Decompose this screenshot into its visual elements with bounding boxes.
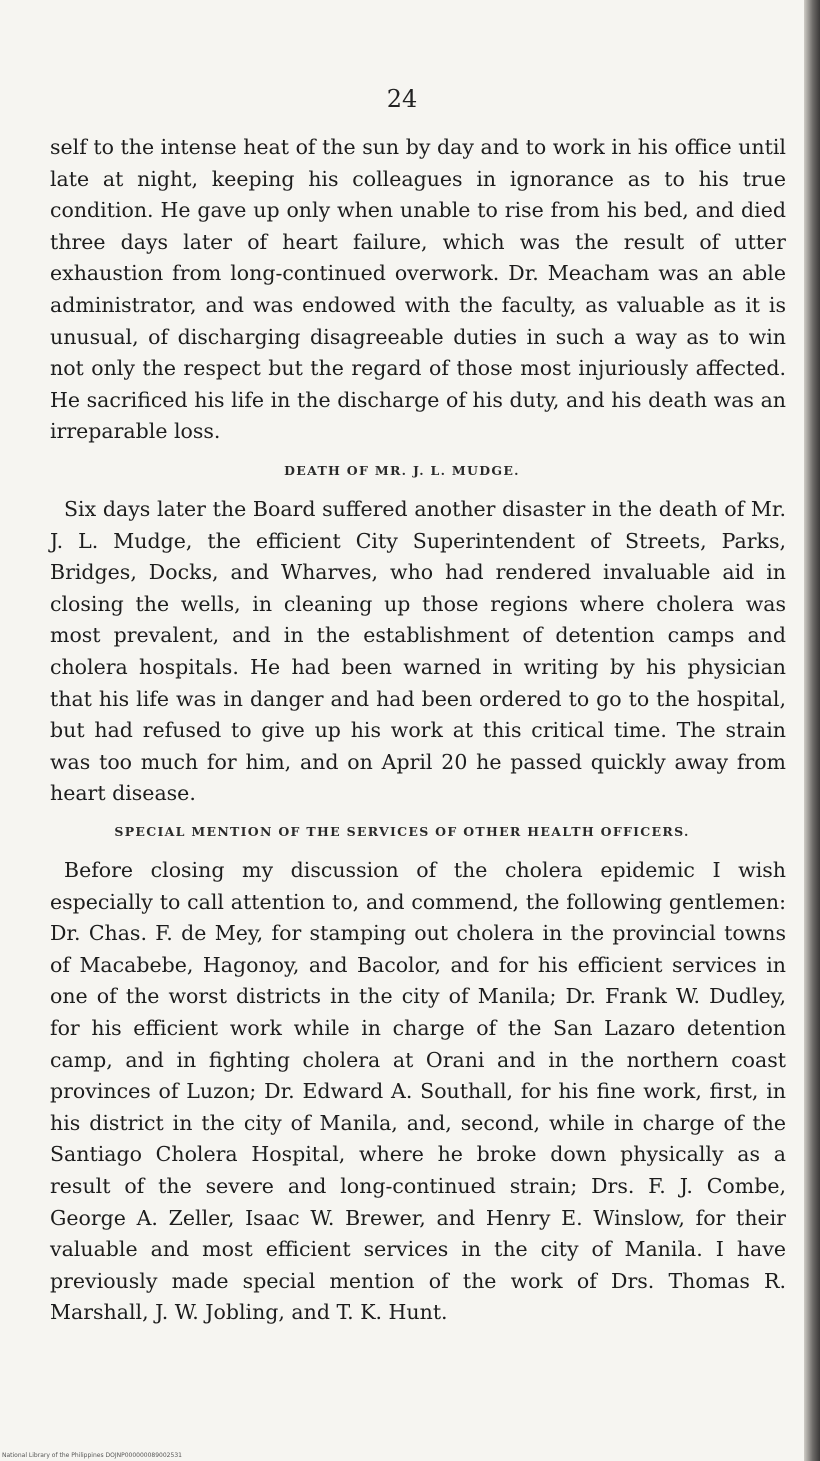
paragraph-meacham: self to the intense heat of the sun by day and to work in his office until late at night, keeping his colleagues in ignorance as to his true condition. He gave up only when unable to rise from his bed, and died three days later of heart failure, which was the result of utter exhaustion from long-continued overwork. Dr. Meacham was an able administrator, and was endowed with the faculty, as valuable as it is unusual, of discharging disagreeable duties in such a way as to win not only the respect but the regard of those most injuriously affected. He sacrificed his life in the discharge of his duty, and his death was an irreparable loss. xyxy=(50,135,786,444)
paragraph-special-mention: Before closing my discussion of the cholera epidemic I wish especially to call attention to, and commend, the following gentlemen: Dr. Chas. F. de Mey, for stamping out cholera in the provincial towns of Macabebe, Hagonoy, and Bacolor, and for his efficient services in one of the worst districts in the city of Manila; Dr. Frank W. Dudley, for his efficient work while in charge of the San Lazaro detention camp, and in fighting cholera at Orani and in the northern coast provinces of Luzon; Dr. Edward A. Southall, for his fine work, first, in his district in the city of Manila, and, second, while in charge of the Santiago Cholera Hospital, where he broke down physically as a result of the severe and long-continued strain; Drs. F. J. Combe, George A. Zeller, Isaac W. Brewer, and Henry E. Winslow, for their valuable and most efficient services in the city of Manila. I have previously made special mention of the work of Drs. Thomas R. Marshall, J. W. Jobling, and T. K. Hunt. xyxy=(50,858,786,1325)
paragraph-mudge: Six days later the Board suffered another disaster in the death of Mr. J. L. Mudge, the efficient City Superintendent of Streets, Parks, Bridges, Docks, and Wharves, who had rendered invaluable aid in closing the wells, in cleaning up those regions where cholera was most prevalent, and in the establishment of detention camps and cholera hospitals. He had been warned in writing by his physician that his life was in danger and had been ordered to go to the hospital, but had refused to give up his work at this critical time. The strain was too much for him, and on April 20 he passed quickly away from heart disease. xyxy=(50,497,786,806)
archive-footer: National Library of the Philippines DOJNP000000089002531 xyxy=(2,1452,182,1459)
page-number: 24 xyxy=(386,85,418,113)
section-heading-mudge: DEATH OF MR. J. L. MUDGE. xyxy=(284,463,520,478)
section-heading-special-mention: SPECIAL MENTION OF THE SERVICES OF OTHER HEALTH OFFICERS. xyxy=(114,824,690,839)
page-edge-shadow xyxy=(804,0,820,1461)
